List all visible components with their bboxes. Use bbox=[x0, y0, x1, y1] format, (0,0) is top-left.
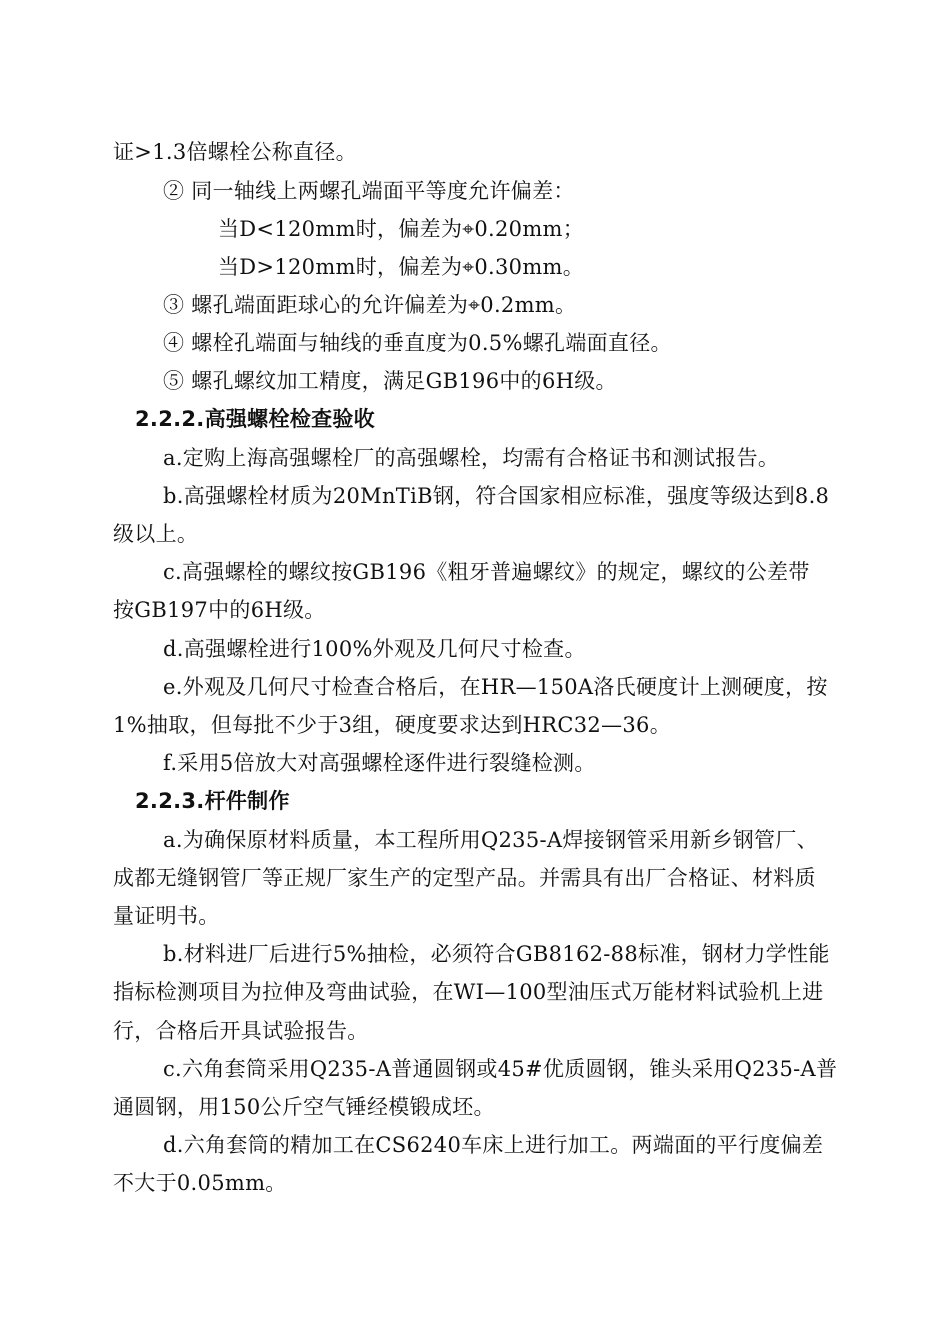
text-line: 1%抽取，但每批不少于3组，硬度要求达到HRC32—36。 bbox=[113, 713, 672, 737]
text-line: 按GB197中的6H级。 bbox=[113, 598, 326, 622]
text-line: 当D<120mm时，偏差为⌖0.20mm； bbox=[218, 217, 585, 241]
text-line: c.高强螺栓的螺纹按GB196《粗牙普遍螺纹》的规定，螺纹的公差带 bbox=[163, 560, 810, 584]
text-line: b.材料进厂后进行5%抽检，必须符合GB8162-88标准，钢材力学性能 bbox=[163, 942, 830, 966]
text-line: 量证明书。 bbox=[113, 904, 220, 928]
text-line: e.外观及几何尺寸检查合格后，在HR—150A洛氏硬度计上测硬度，按 bbox=[163, 675, 828, 699]
text-line: 指标检测项目为拉伸及弯曲试验，在WI—100型油压式万能材料试验机上进 bbox=[113, 980, 824, 1004]
text-line: ③ 螺孔端面距球心的允许偏差为⌖0.2mm。 bbox=[163, 293, 577, 317]
text-line: 行，合格后开具试验报告。 bbox=[113, 1019, 369, 1043]
section-heading: 2.2.2.高强螺栓检查验收 bbox=[135, 407, 375, 431]
text-line: 级以上。 bbox=[113, 522, 199, 546]
text-line: ⑤ 螺孔螺纹加工精度，满足GB196中的6H级。 bbox=[163, 369, 617, 393]
text-line: 证>1.3倍螺栓公称直径。 bbox=[113, 140, 357, 164]
text-line: c.六角套筒采用Q235-A普通圆钢或45#优质圆钢，锥头采用Q235-A普 bbox=[163, 1057, 838, 1081]
text-line: f.采用5倍放大对高强螺栓逐件进行裂缝检测。 bbox=[163, 751, 596, 775]
text-line: d.高强螺栓进行100%外观及几何尺寸检查。 bbox=[163, 637, 586, 661]
text-line: ④ 螺栓孔端面与轴线的垂直度为0.5%螺孔端面直径。 bbox=[163, 331, 672, 355]
text-line: 成都无缝钢管厂等正规厂家生产的定型产品。并需具有出厂合格证、材料质 bbox=[113, 866, 816, 890]
text-line: 不大于0.05mm。 bbox=[113, 1171, 287, 1195]
text-line: 当D>120mm时，偏差为⌖0.30mm。 bbox=[218, 255, 585, 279]
text-line: a.定购上海高强螺栓厂的高强螺栓，均需有合格证书和测试报告。 bbox=[163, 446, 780, 470]
text-line: 通圆钢，用150公斤空气锤经模锻成坯。 bbox=[113, 1095, 495, 1119]
text-line: a.为确保原材料质量，本工程所用Q235-A焊接钢管采用新乡钢管厂、 bbox=[163, 828, 818, 852]
text-line: d.六角套筒的精加工在CS6240车床上进行加工。两端面的平行度偏差 bbox=[163, 1133, 824, 1157]
section-heading: 2.2.3.杆件制作 bbox=[135, 789, 290, 813]
text-line: b.高强螺栓材质为20MnTiB钢，符合国家相应标准，强度等级达到8.8 bbox=[163, 484, 830, 508]
text-line: ② 同一轴线上两螺孔端面平等度允许偏差： bbox=[163, 179, 575, 203]
